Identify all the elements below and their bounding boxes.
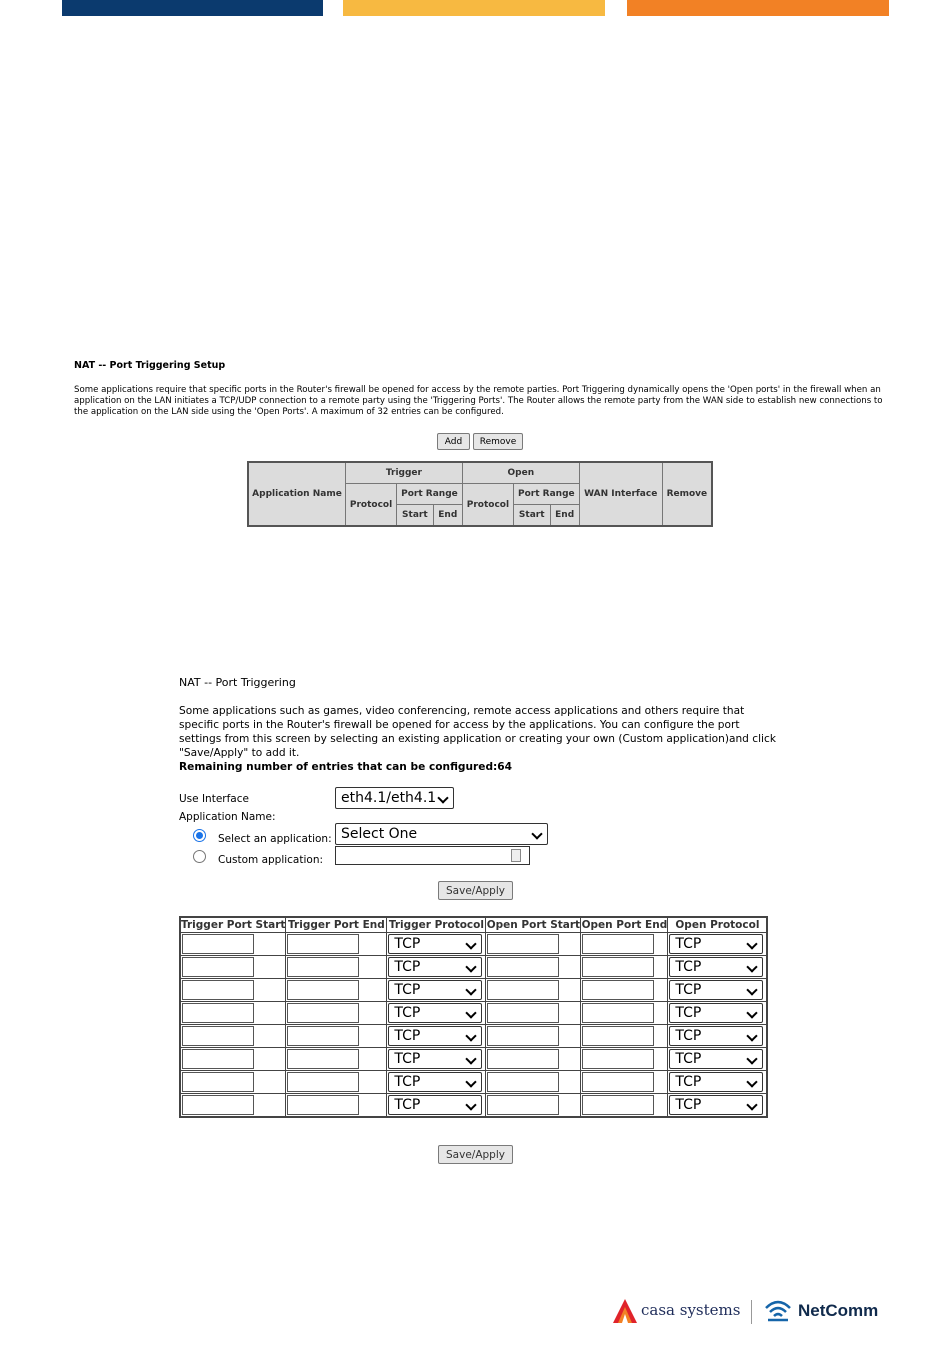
custom-application-radio[interactable] — [193, 850, 206, 863]
open-protocol-select[interactable] — [669, 980, 763, 1000]
open-protocol-select[interactable] — [669, 1026, 763, 1046]
custom-application-label: Custom application: — [218, 854, 324, 866]
table-cell — [581, 956, 668, 979]
trigger-port-start-input[interactable] — [182, 1026, 254, 1046]
setup-description: Some applications require that specific ports in the Router's firewall be opened for access by the remote parties. Port Triggering dynamically opens the 'Open ports' in the firewall when an application on the LAN initiates a TCP/UDP connection to a remote party using the 'Triggering Ports'. The Router allows the remote party from the WAN side to establish new connections to the application on the LAN side using the 'Open Ports'. A maximum of 32 entries can be configured. — [74, 385, 883, 417]
col-open-start: Start — [513, 505, 550, 527]
select-application-select[interactable] — [335, 823, 548, 845]
table-row — [180, 933, 767, 956]
open-protocol-select[interactable] — [669, 1049, 763, 1069]
save-apply-button-top[interactable]: Save/Apply — [438, 881, 513, 900]
chevron-down-icon — [747, 938, 758, 949]
open-port-end-input[interactable] — [582, 1095, 654, 1115]
col-open-end: End — [550, 505, 579, 527]
trigger-port-end-input[interactable] — [287, 934, 359, 954]
chevron-down-icon — [747, 1076, 758, 1087]
save-apply-button-bottom[interactable]: Save/Apply — [438, 1145, 513, 1164]
table-cell — [387, 956, 486, 979]
open-protocol-select-value: TCP — [675, 1074, 702, 1090]
col-header: Trigger Port End — [286, 917, 387, 933]
chevron-down-icon — [747, 1007, 758, 1018]
table-cell — [486, 1048, 581, 1071]
open-protocol-select[interactable] — [669, 1095, 763, 1115]
custom-application-input[interactable] — [335, 846, 530, 865]
trigger-port-end-input[interactable] — [287, 957, 359, 977]
trigger-protocol-select[interactable] — [388, 957, 482, 977]
open-protocol-select-value: TCP — [675, 982, 702, 998]
table-cell — [581, 979, 668, 1002]
trigger-protocol-select-value: TCP — [394, 959, 421, 975]
table-row — [180, 1002, 767, 1025]
trigger-protocol-select[interactable] — [388, 934, 482, 954]
table-cell — [180, 956, 286, 979]
trigger-protocol-select-value: TCP — [394, 1074, 421, 1090]
open-port-end-input[interactable] — [582, 980, 654, 1000]
header-bar-orange — [627, 0, 889, 16]
table-cell — [486, 1025, 581, 1048]
input-helper-icon — [511, 849, 521, 862]
chevron-down-icon — [466, 1076, 477, 1087]
trigger-port-end-input[interactable] — [287, 1026, 359, 1046]
port-triggering-entries-table — [247, 461, 713, 527]
chevron-down-icon — [466, 984, 477, 995]
use-interface-select[interactable] — [335, 787, 454, 809]
col-open: Open — [462, 462, 579, 484]
col-trigger: Trigger — [346, 462, 463, 484]
table-cell — [387, 1048, 486, 1071]
table-cell — [581, 1094, 668, 1118]
open-port-end-input[interactable] — [582, 934, 654, 954]
chevron-down-icon — [466, 961, 477, 972]
chevron-down-icon — [747, 984, 758, 995]
select-application-label: Select an application: — [218, 833, 332, 845]
table-cell — [387, 1094, 486, 1118]
open-protocol-select-value: TCP — [675, 936, 702, 952]
table-cell — [180, 1002, 286, 1025]
col-trigger-end: End — [433, 505, 462, 527]
col-application-name: Application Name — [248, 462, 346, 526]
config-table-body — [180, 933, 767, 1118]
chevron-down-icon — [747, 1099, 758, 1110]
config-description: Some applications such as games, video conferencing, remote access applications and others require that specific ports in the Router's firewall be opened for access by the applications. You can configure the port settings from this screen by selecting an existing application or creating your own (Custom application)and click "Save/Apply" to add it. — [179, 705, 776, 759]
table-row — [180, 1048, 767, 1071]
open-port-start-input[interactable] — [487, 1003, 559, 1023]
use-interface-value: eth4.1/eth4.1 — [341, 790, 437, 806]
port-triggering-config-table — [179, 916, 768, 1118]
open-port-start-input[interactable] — [487, 980, 559, 1000]
trigger-protocol-select-value: TCP — [394, 936, 421, 952]
table-cell — [581, 1048, 668, 1071]
table-cell — [180, 933, 286, 956]
table-cell — [286, 933, 387, 956]
table-cell — [180, 979, 286, 1002]
trigger-port-start-input[interactable] — [182, 934, 254, 954]
table-cell — [286, 956, 387, 979]
netcomm-wifi-icon — [764, 1298, 792, 1324]
open-protocol-select-value: TCP — [675, 1051, 702, 1067]
trigger-protocol-select[interactable] — [388, 1072, 482, 1092]
table-cell — [180, 1025, 286, 1048]
trigger-protocol-select-value: TCP — [394, 1028, 421, 1044]
trigger-port-start-input[interactable] — [182, 957, 254, 977]
open-protocol-select-value: TCP — [675, 1097, 702, 1113]
open-port-end-input[interactable] — [582, 1003, 654, 1023]
trigger-protocol-select-value: TCP — [394, 1005, 421, 1021]
open-port-end-input[interactable] — [582, 1072, 654, 1092]
use-interface-label: Use Interface — [179, 793, 249, 805]
table-cell — [581, 1002, 668, 1025]
trigger-protocol-select[interactable] — [388, 1026, 482, 1046]
open-port-start-input[interactable] — [487, 1072, 559, 1092]
table-cell — [668, 933, 768, 956]
table-cell — [581, 933, 668, 956]
open-protocol-select[interactable] — [669, 1072, 763, 1092]
remaining-entries: Remaining number of entries that can be configured:64 — [179, 761, 513, 773]
open-port-start-input[interactable] — [487, 957, 559, 977]
table-cell — [180, 1071, 286, 1094]
open-protocol-select-value: TCP — [675, 1028, 702, 1044]
table-cell — [387, 1071, 486, 1094]
chevron-down-icon — [466, 938, 477, 949]
col-trigger-protocol: Protocol — [346, 484, 397, 527]
col-header: Open Port End — [581, 919, 668, 931]
header-bar-blue — [62, 0, 323, 16]
table-row — [180, 956, 767, 979]
open-port-start-input[interactable] — [487, 1026, 559, 1046]
header-bar-yellow — [343, 0, 605, 16]
col-header: Trigger Protocol — [388, 919, 484, 931]
table-cell — [486, 956, 581, 979]
col-open-port-range: Port Range — [513, 484, 579, 505]
open-port-start-input[interactable] — [487, 1095, 559, 1115]
trigger-protocol-select[interactable] — [388, 1095, 482, 1115]
logo-divider — [751, 1300, 752, 1324]
table-cell — [581, 1071, 668, 1094]
open-port-end-input[interactable] — [582, 957, 654, 977]
table-cell — [387, 1002, 486, 1025]
col-header: Trigger Port Start — [181, 919, 286, 931]
table-cell — [486, 1002, 581, 1025]
chevron-down-icon — [747, 1030, 758, 1041]
chevron-down-icon — [747, 961, 758, 972]
table-cell — [668, 1025, 768, 1048]
open-port-end-input[interactable] — [582, 1049, 654, 1069]
col-trigger-port-range: Port Range — [397, 484, 463, 505]
table-cell — [286, 1071, 387, 1094]
col-header: Open Port Start — [486, 919, 581, 931]
open-protocol-select-value: TCP — [675, 959, 702, 975]
trigger-protocol-select-value: TCP — [394, 1051, 421, 1067]
table-cell — [486, 933, 581, 956]
trigger-protocol-select[interactable] — [388, 1003, 482, 1023]
chevron-down-icon — [747, 1053, 758, 1064]
table-cell — [668, 1002, 768, 1025]
open-port-start-input[interactable] — [487, 1049, 559, 1069]
chevron-down-icon — [437, 792, 448, 803]
table-cell — [581, 1025, 668, 1048]
table-cell — [180, 1048, 286, 1071]
config-title: NAT -- Port Triggering — [179, 676, 296, 689]
config-description-block — [179, 704, 779, 774]
col-trigger-start: Start — [397, 505, 434, 527]
open-protocol-select-value: TCP — [675, 1005, 702, 1021]
table-cell — [286, 1002, 387, 1025]
table-cell — [486, 1094, 581, 1118]
table-row — [180, 979, 767, 1002]
trigger-port-end-input[interactable] — [287, 1049, 359, 1069]
trigger-protocol-select[interactable] — [388, 1049, 482, 1069]
casa-logo-icon — [612, 1298, 638, 1324]
table-cell — [180, 1094, 286, 1118]
trigger-port-start-input[interactable] — [182, 1003, 254, 1023]
netcomm-logo — [764, 1298, 884, 1326]
table-cell — [668, 1048, 768, 1071]
trigger-protocol-select-value: TCP — [394, 982, 421, 998]
table-cell — [668, 1094, 768, 1118]
col-remove: Remove — [662, 462, 712, 526]
table-cell — [668, 979, 768, 1002]
trigger-port-end-input[interactable] — [287, 1003, 359, 1023]
table-cell — [387, 1025, 486, 1048]
open-port-end-input[interactable] — [582, 1026, 654, 1046]
trigger-port-end-input[interactable] — [287, 980, 359, 1000]
open-protocol-select[interactable] — [669, 934, 763, 954]
table-row — [180, 1071, 767, 1094]
chevron-down-icon — [466, 1099, 477, 1110]
application-name-label: Application Name: — [179, 811, 276, 823]
trigger-port-end-input[interactable] — [287, 1095, 359, 1115]
table-cell — [486, 1071, 581, 1094]
open-protocol-select[interactable] — [669, 1003, 763, 1023]
table-cell — [486, 979, 581, 1002]
table-cell — [668, 1071, 768, 1094]
chevron-down-icon — [466, 1007, 477, 1018]
trigger-port-start-input[interactable] — [182, 1049, 254, 1069]
table-cell — [286, 979, 387, 1002]
table-cell — [387, 979, 486, 1002]
chevron-down-icon — [466, 1053, 477, 1064]
chevron-down-icon — [466, 1030, 477, 1041]
col-header: Open Protocol — [668, 917, 768, 933]
select-application-radio[interactable] — [193, 829, 206, 842]
table-cell — [668, 956, 768, 979]
col-wan-interface: WAN Interface — [579, 462, 662, 526]
open-protocol-select[interactable] — [669, 957, 763, 977]
table-row — [180, 1025, 767, 1048]
table-cell — [387, 933, 486, 956]
trigger-protocol-select-value: TCP — [394, 1097, 421, 1113]
casa-systems-logo — [612, 1298, 742, 1326]
casa-logo-text: casa systems — [641, 1301, 741, 1319]
remove-button[interactable]: Remove — [473, 433, 523, 450]
trigger-port-start-input[interactable] — [182, 980, 254, 1000]
netcomm-logo-text: NetComm — [798, 1301, 879, 1320]
table-cell — [286, 1094, 387, 1118]
add-button[interactable]: Add — [437, 433, 470, 450]
setup-title: NAT -- Port Triggering Setup — [74, 360, 226, 371]
trigger-port-end-input[interactable] — [287, 1072, 359, 1092]
col-open-protocol: Protocol — [462, 484, 513, 527]
table-row — [180, 1094, 767, 1118]
config-table-header — [180, 917, 767, 933]
trigger-port-start-input[interactable] — [182, 1095, 254, 1115]
chevron-down-icon — [531, 828, 542, 839]
trigger-port-start-input[interactable] — [182, 1072, 254, 1092]
table-cell — [286, 1025, 387, 1048]
select-application-value: Select One — [341, 826, 418, 842]
open-port-start-input[interactable] — [487, 934, 559, 954]
trigger-protocol-select[interactable] — [388, 980, 482, 1000]
table-cell — [286, 1048, 387, 1071]
